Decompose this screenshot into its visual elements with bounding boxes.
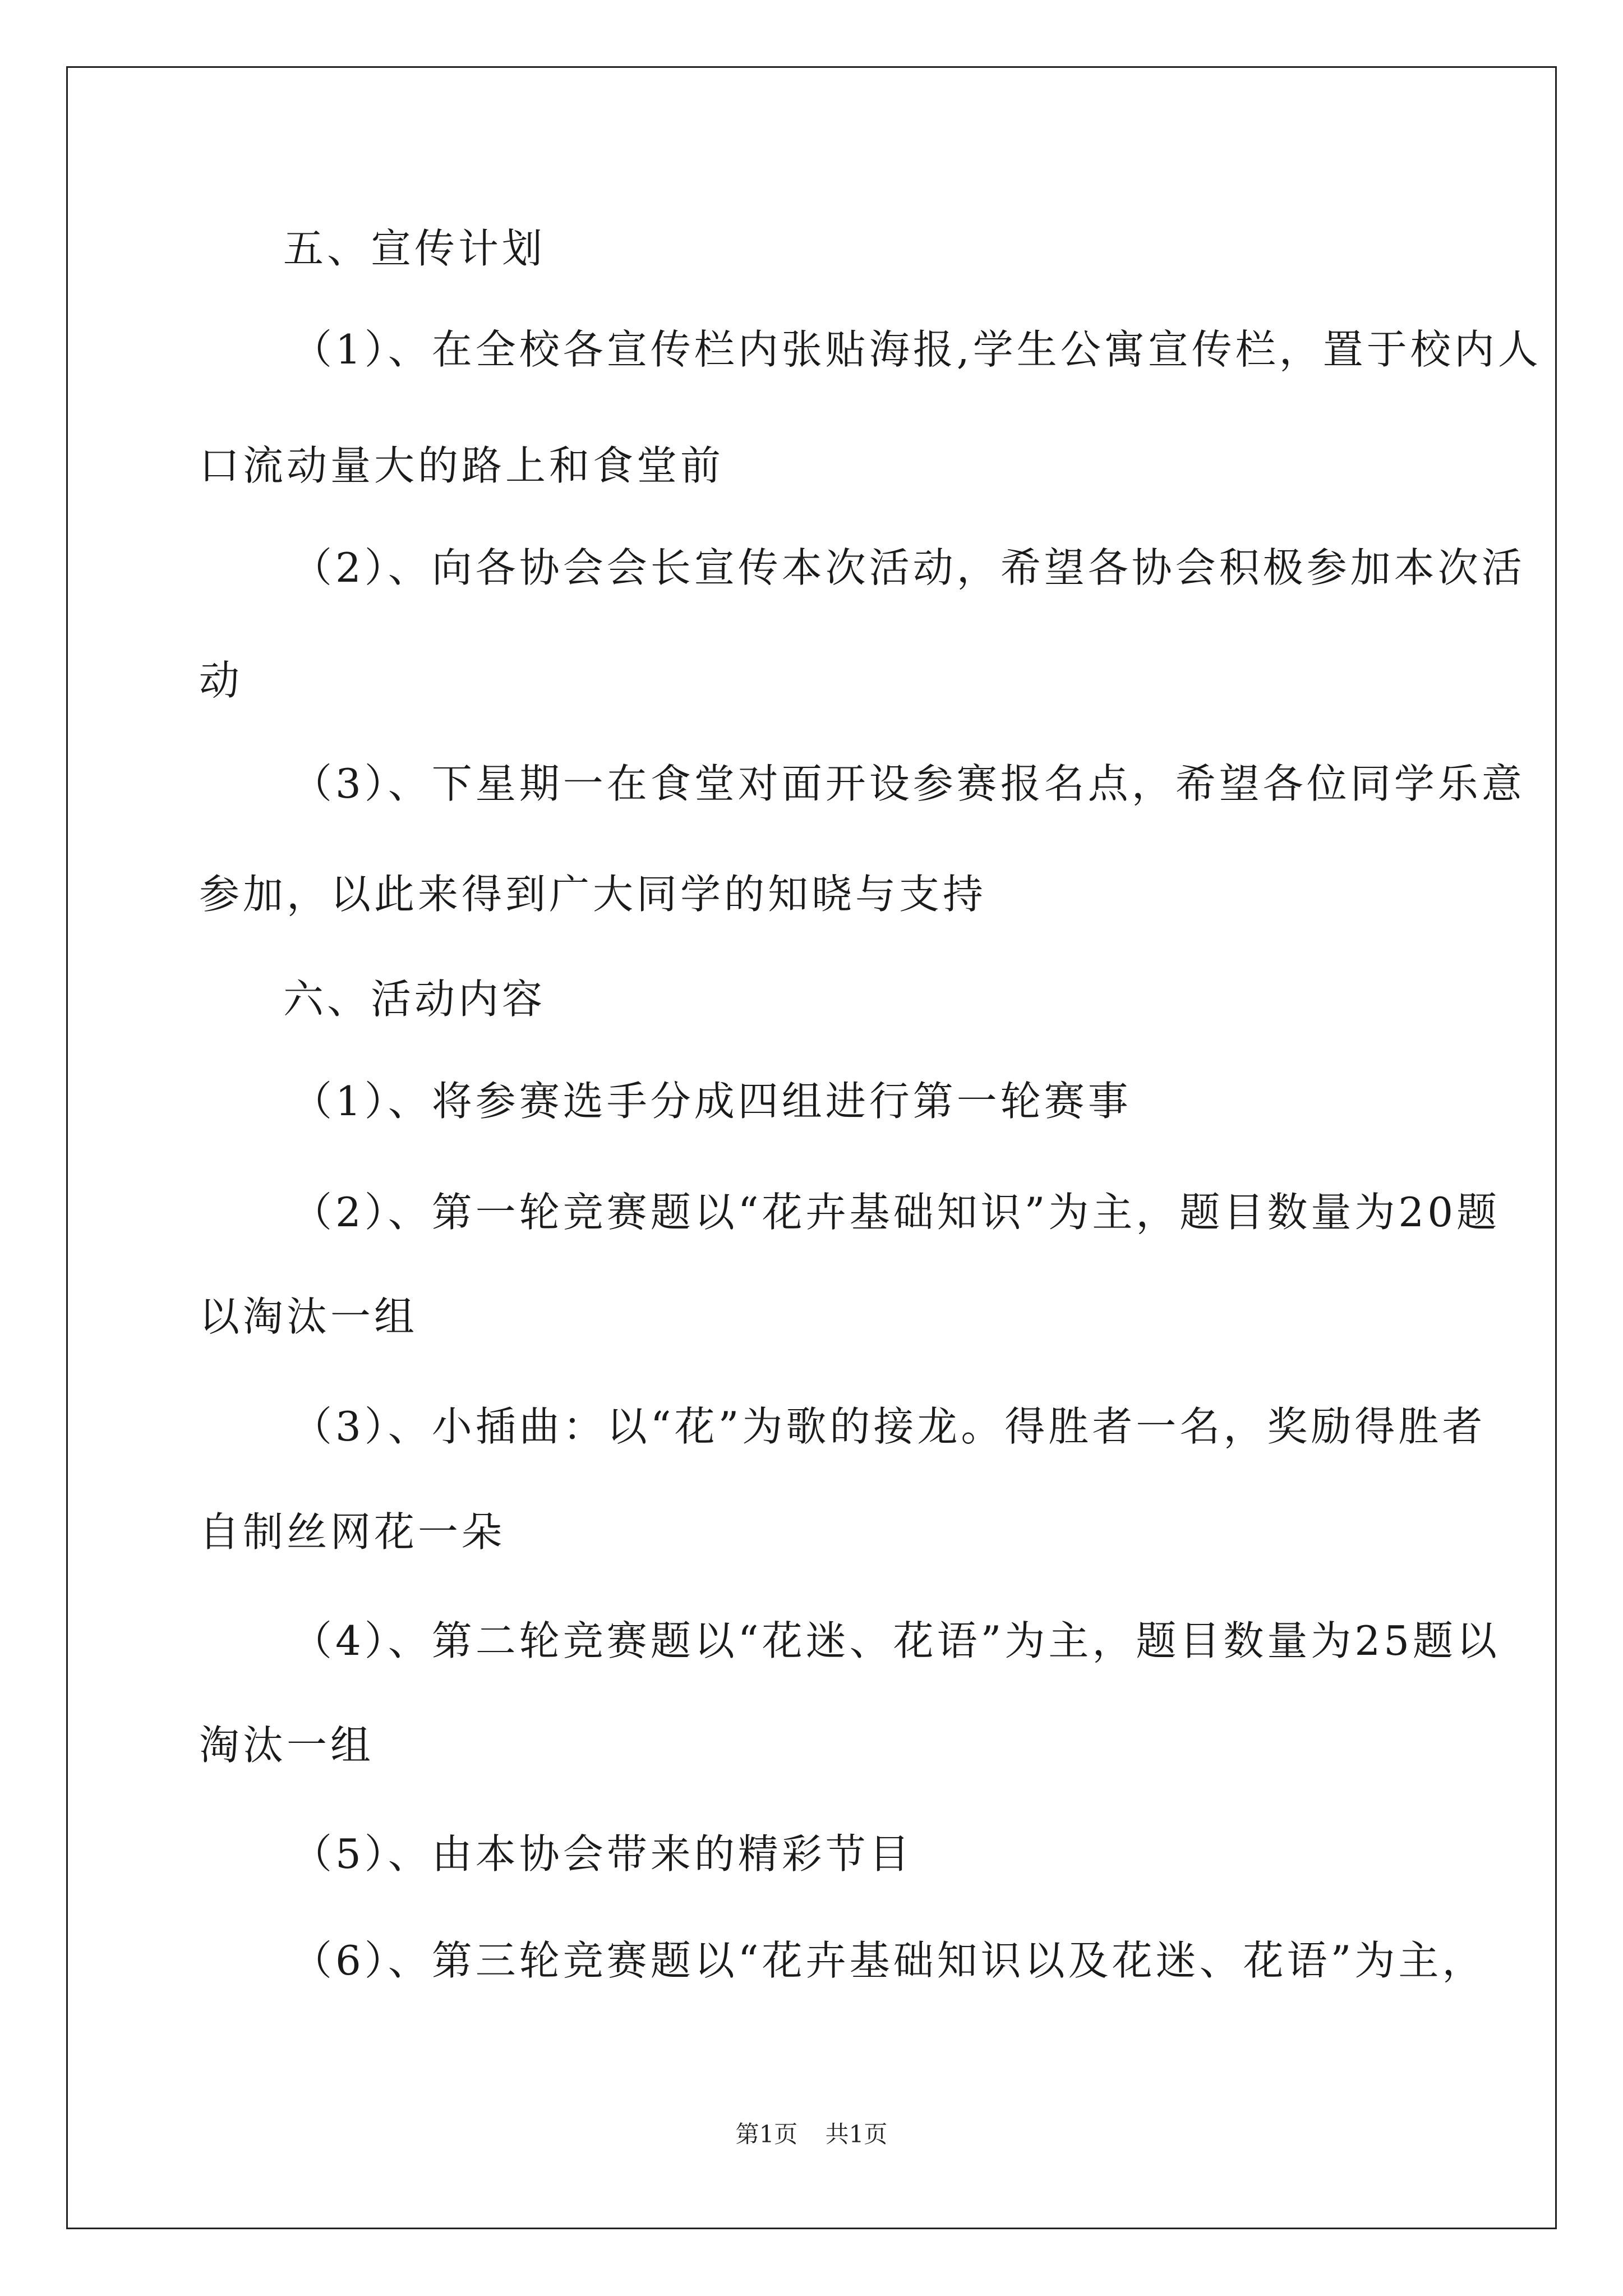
section-heading-activity: 六、活动内容 bbox=[283, 976, 546, 1023]
paragraph-line: 淘汰一组 bbox=[199, 1722, 375, 1769]
paragraph-line: （3）、小插曲：以“花”为歌的接龙。得胜者一名，奖励得胜者 bbox=[292, 1403, 1486, 1450]
paragraph-line: （4）、第二轮竞赛题以“花迷、花语”为主，题目数量为25题以 bbox=[292, 1617, 1501, 1664]
paragraph-line: （5）、由本协会带来的精彩节目 bbox=[292, 1830, 913, 1878]
paragraph-line: （1）、在全校各宣传栏内张贴海报,学生公寓宣传栏，置于校内人 bbox=[292, 326, 1542, 373]
paragraph-line: 自制丝网花一朵 bbox=[199, 1508, 506, 1556]
paragraph-line: （2）、第一轮竞赛题以“花卉基础知识”为主，题目数量为20题 bbox=[292, 1189, 1501, 1236]
paragraph-line: （2）、向各协会会长宣传本次活动，希望各协会积极参加本次活 bbox=[292, 544, 1525, 591]
paragraph-line: （3）、下星期一在食堂对面开设参赛报名点，希望各位同学乐意 bbox=[292, 760, 1525, 807]
page-total: 共1页 bbox=[825, 2120, 888, 2148]
page-border bbox=[66, 66, 1557, 2229]
paragraph-line: 以淘汰一组 bbox=[199, 1293, 418, 1340]
paragraph-line: （1）、将参赛选手分成四组进行第一轮赛事 bbox=[292, 1078, 1132, 1125]
paragraph-line: （6）、第三轮竞赛题以“花卉基础知识以及花迷、花语”为主， bbox=[292, 1937, 1486, 1984]
paragraph-line: 参加，以此来得到广大同学的知晓与支持 bbox=[199, 871, 987, 918]
paragraph-line: 口流动量大的路上和食堂前 bbox=[199, 442, 725, 489]
page-footer bbox=[0, 2120, 1623, 2148]
page-number: 第1页 bbox=[735, 2120, 798, 2148]
section-heading-publicity: 五、宣传计划 bbox=[283, 225, 546, 272]
paragraph-line: 动 bbox=[199, 657, 243, 704]
